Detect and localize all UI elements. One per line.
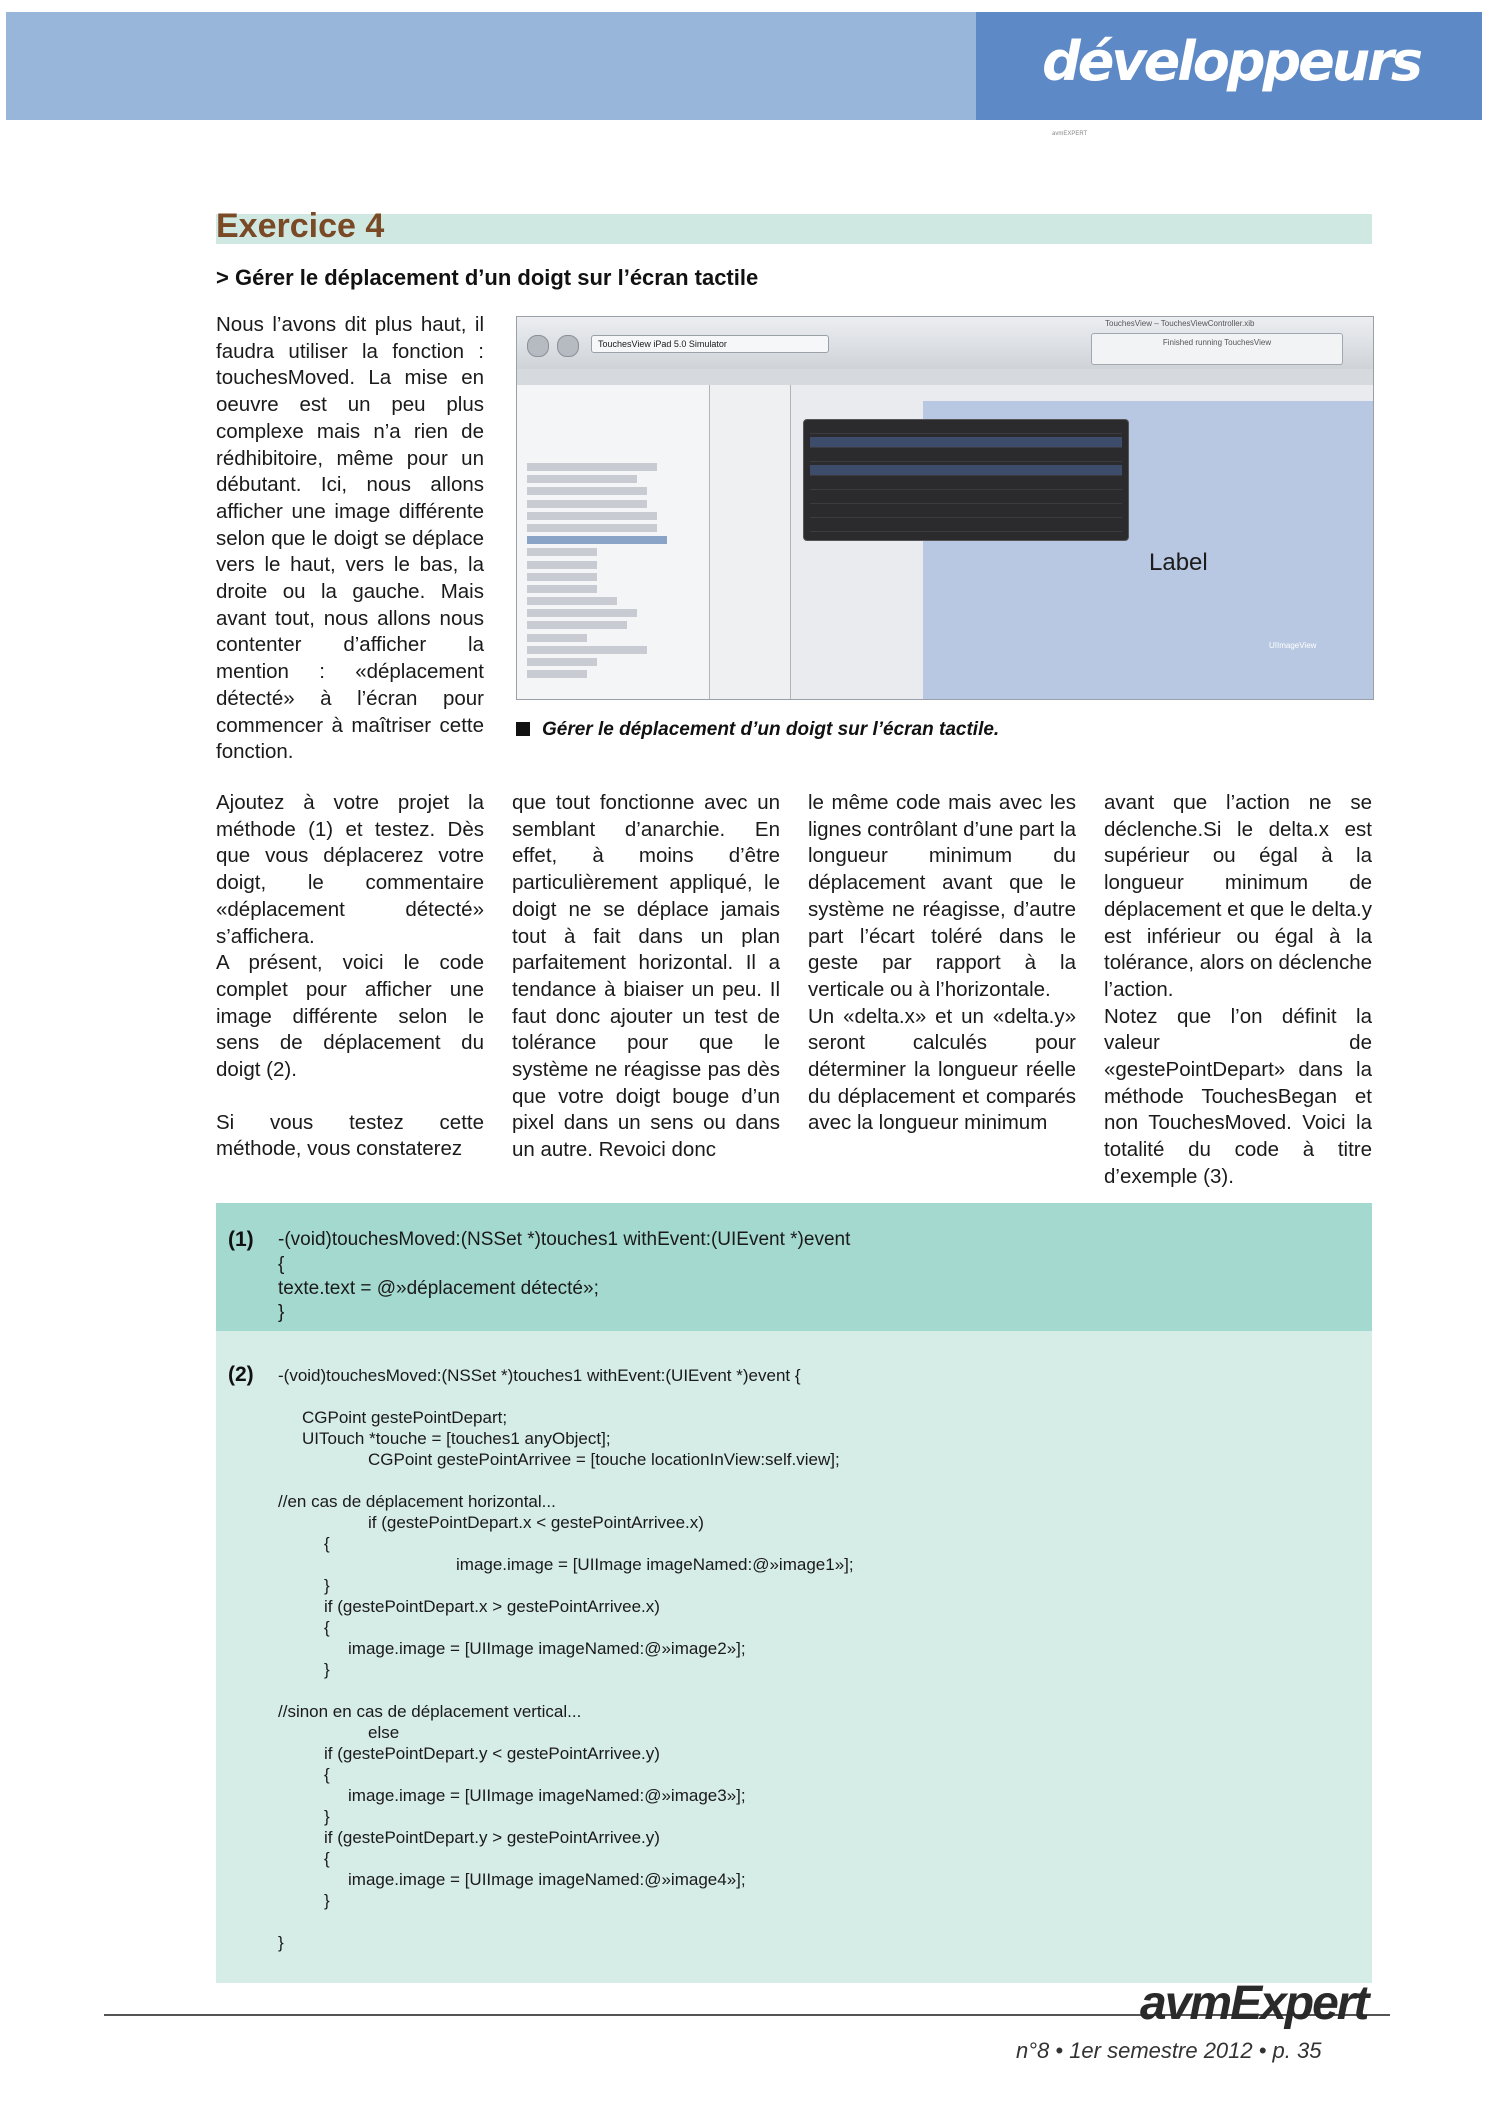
code-line: if (gestePointDepart.x > gestePointArrivee.x) [324,1597,660,1616]
code-line: //en cas de déplacement horizontal... [278,1492,556,1511]
document-outline [710,385,791,699]
code-line: image.image = [UIImage imageNamed:@»image2»]; [348,1639,746,1658]
col3-paragraph-a: le même code mais avec les lignes contrôlant d’une part la longueur minimum du déplacement avant que le système ne réagisse, d’autre part l’écart toléré dans le geste par rapport à la verticale ou à l’horizontale. [808,791,1076,1001]
xcode-status-text: Finished running TouchesView [1162,338,1272,347]
code-line: } [278,1933,284,1952]
code-2-number: (2) [228,1363,254,1386]
code-line: UITouch *touche = [touches1 anyObject]; [302,1429,611,1448]
xcode-screenshot [516,316,1374,700]
caption-bullet-icon [516,722,530,736]
file-tree [527,463,667,682]
intro-paragraph: Nous l’avons dit plus haut, il faudra utiliser la fonction : touchesMoved. La mise en oeuvre est un peu plus complexe mais n’a rien de rédhibitoire, même pour un débutant. Ici, nous allons afficher une image différente selon que le doigt se déplace vers le haut, vers le bas, la droite ou la gauche. Mais avant tout, nous allons nous contenter d’afficher la mention : «déplacement détecté» à l’écran pour commencer à maîtriser cette fonction. [216,313,484,764]
xcode-jump-bar [517,369,1373,386]
xcode-window-title: TouchesView – TouchesViewController.xib [1105,319,1255,328]
screenshot-imageview-text: UIImageView [1269,641,1317,650]
section-title: développeurs [1042,30,1420,93]
xcode-toolbar [517,317,1373,370]
column-2 [512,790,780,1164]
run-icon [527,335,549,357]
col2-paragraph: que tout fonctionne avec un semblant d’anarchie. En effet, à moins d’être particulièrement appliqué, le doigt ne se déplace jamais tout à fait dans un plan parfaitement horizontal. Il a tendance à biaiser un peu. Il faut donc ajouter un test de tolérance pour que le système ne réagisse pas dès que votre doigt bouge d’un pixel dans un sens ou dans un autre. Revoici donc [512,791,780,1162]
exercise-title: Exercice 4 [216,207,385,245]
code-line: CGPoint gestePointDepart; [302,1408,508,1427]
code-line: texte.text = @»déplacement détecté»; [278,1278,599,1299]
column-4 [1104,790,1372,1191]
code-line: image.image = [UIImage imageNamed:@»image4»]; [348,1870,746,1889]
figure-caption [516,719,999,741]
issue-info: n°8 • 1er semestre 2012 • p. 35 [1016,2038,1322,2063]
magazine-logo: avmExpert [1140,1977,1368,2030]
xcode-status-box [1091,333,1343,365]
code-line: if (gestePointDepart.y < gestePointArrivee.y) [324,1744,660,1763]
code-line: { [324,1765,330,1784]
column-1 [216,790,484,1163]
code-line: { [324,1849,330,1868]
exercise-title-bar [216,214,1372,244]
col4-paragraph-a: avant que l’action ne se déclenche.Si le delta.x est supérieur ou égal à la longueur minimum de déplacement et que le delta.y est inférieur ou égal à la tolérance, alors on déclenche l’action. [1104,791,1372,1001]
scheme-selector: TouchesView iPad 5.0 Simulator [591,335,829,353]
screenshot-label-text: Label [1149,549,1208,576]
code-line: -(void)touchesMoved:(NSSet *)touches1 withEvent:(UIEvent *)event [278,1229,851,1250]
col3-paragraph-b: Un «delta.x» et un «delta.y» seront calculés pour déterminer la longueur réelle du déplacement et comparés avec la longueur minimum [808,1004,1076,1135]
code-line: } [324,1660,330,1679]
code-line: } [324,1891,330,1910]
stop-icon [557,335,579,357]
code-line: } [278,1302,285,1323]
col1-paragraph-b: A présent, voici le code complet pour afficher une image différente selon le sens de déplacement du doigt (2). [216,951,484,1082]
header-tiny-text: avmEXPERT [1052,131,1088,137]
connections-hud [803,419,1129,541]
code-line: { [324,1534,330,1553]
caption-text: Gérer le déplacement d’un doigt sur l’écran tactile. [542,719,1000,740]
col1-paragraph-c: Si vous testez cette méthode, vous constaterez [216,1110,484,1161]
code-line: -(void)touchesMoved:(NSSet *)touches1 withEvent:(UIEvent *)event { [278,1366,801,1385]
code-line: //sinon en cas de déplacement vertical... [278,1702,582,1721]
code-line: image.image = [UIImage imageNamed:@»image3»]; [348,1786,746,1805]
code-listing-1 [216,1203,1372,1331]
code-line: { [324,1618,330,1637]
code-line: } [324,1807,330,1826]
exercise-subtitle: > Gérer le déplacement d’un doigt sur l’écran tactile [216,265,759,290]
code-line: CGPoint gestePointArrivee = [touche locationInView:self.view]; [368,1450,840,1469]
project-navigator [517,385,710,699]
code-line: if (gestePointDepart.x < gestePointArrivee.x) [368,1513,704,1532]
code-line: } [324,1576,330,1595]
code-line: { [278,1254,285,1275]
col1-paragraph-a: Ajoutez à votre projet la méthode (1) et testez. Dès que vous déplacerez votre doigt, le commentaire «déplacement détecté» s’affichera. [216,791,484,948]
code-line: if (gestePointDepart.y > gestePointArrivee.y) [324,1828,660,1847]
code-line: else [368,1723,400,1742]
col4-paragraph-b: Notez que l’on définit la valeur de «gestePointDepart» dans la méthode TouchesBegan et non TouchesMoved. Voici la totalité du code à titre d’exemple (3). [1104,1004,1372,1188]
code-line: image.image = [UIImage imageNamed:@»image1»]; [456,1555,854,1574]
column-3 [808,790,1076,1137]
code-1-number: (1) [228,1228,254,1251]
